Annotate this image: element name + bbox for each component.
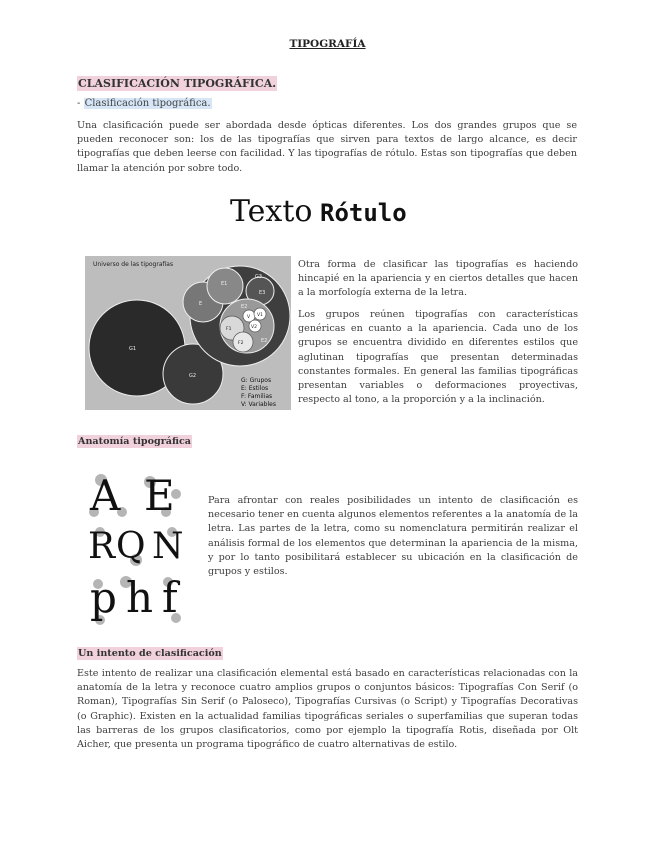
section-heading-clasificacion: CLASIFICACIÓN TIPOGRÁFICA. (78, 77, 277, 90)
venn-label-e2: E2 (241, 304, 248, 310)
venn-label-v2: V2 (251, 325, 257, 330)
venn-label-g3: G3 (255, 274, 263, 280)
section-heading-intento: Un intento de clasificación (78, 648, 222, 659)
letter-R: R (88, 526, 116, 567)
letter-E: E (144, 471, 175, 520)
texto-rotulo-image (228, 190, 428, 230)
letter-f: f (162, 573, 178, 622)
letter-p: p (90, 573, 117, 622)
venn-label-e2b: E2 (261, 338, 268, 344)
subheading (77, 98, 212, 109)
venn-label-v1: V1 (257, 313, 263, 318)
letter-Q: Q (116, 526, 146, 567)
venn-legend-familias: F: Familias (241, 393, 273, 400)
paragraph-forma: Otra forma de clasificar las tipografías es haciendo hincapié en la apariencia y en ciertos detalles que hacen a la morfología externa de la letra. (298, 259, 578, 299)
venn-diagram-image (85, 256, 291, 410)
venn-label-g1: G1 (129, 346, 137, 352)
paragraph-intento: Este intento de realizar una clasificación elemental está basado en características relacionadas con la anatomía de la letra y reconoce cuatro amplios grupos o conjuntos básicos: Tipografías Con Serif (o Roman), Tipografías Sin Serif (o Paloseco), Tipografías Cursivas (o Script) y Tipografías Decorativas (o Graphic). Existen en la actualidad familias tipográficas seriales o superfamilias que superan todas las barreras de los grupos clasificatorios, como por ejemplo la tipografía Rotis, diseñada por Olt Aicher, que presenta un programa tipográfico de cuatro alternativas de estilo. (77, 668, 578, 751)
venn-label-e1: E1 (221, 281, 228, 287)
venn-label-f1: F1 (226, 327, 232, 332)
venn-label-g2: G2 (189, 373, 197, 379)
venn-caption: Universo de las tipografías (93, 261, 174, 268)
subheading-text: Clasificación tipográfica. (84, 98, 211, 109)
subheading-prefix: - (77, 98, 84, 109)
letter-N: N (152, 526, 184, 567)
venn-legend-variables: V: Variables (241, 401, 276, 408)
venn-label-e: E (199, 301, 203, 307)
letter-A: A (90, 471, 121, 520)
venn-label-v: V (247, 315, 251, 320)
paragraph-intro: Una clasificación puede ser abordada desde ópticas diferentes. Los dos grandes grupos que se pueden reconocer son: los de las tipografías que sirven para textos de largo alcance, es decir tipografías que deben leerse con facilidad. Y las tipografías de rótulo. Estas son tipografías que deben llamar la atención por sobre todo. (77, 120, 577, 174)
paragraph-grupos: Los grupos reúnen tipografías con características genéricas en cuanto a la apariencia. Cada uno de los grupos se encuentra dividido en diferentes estilos que aglutinan tipografías que presentan determinadas constantes formales. En general las familias tipográficas presentan variables o deformaciones proyectivas, respecto al tono, a la proporción y a la inclinación. (298, 309, 578, 406)
letter-h: h (126, 573, 154, 622)
section-heading-anatomia: Anatomía tipográfica (78, 436, 192, 447)
venn-label-e3: E3 (259, 290, 266, 296)
venn-legend-grupos: G: Grupos (241, 377, 272, 384)
texto-word: Texto (230, 194, 313, 229)
page-title: TIPOGRAFÍA (289, 38, 366, 50)
venn-label-f2: F2 (238, 341, 244, 346)
rotulo-word: Rótulo (320, 199, 407, 227)
paragraph-anatomia: Para afrontar con reales posibilidades un intento de clasificación es necesario tener en cuenta algunos elementos referentes a la anatomía de la letra. Las partes de la letra, como su nomenclatura permitirán realizar el análisis formal de los elementos que determinan la apariencia de la misma, y por lo tanto posibilitará establecer su ubicación en la clasificación de grupos y estilos. (208, 495, 578, 578)
letter-anatomy-image (84, 470, 190, 626)
venn-legend-estilos: E: Estilos (241, 385, 269, 392)
